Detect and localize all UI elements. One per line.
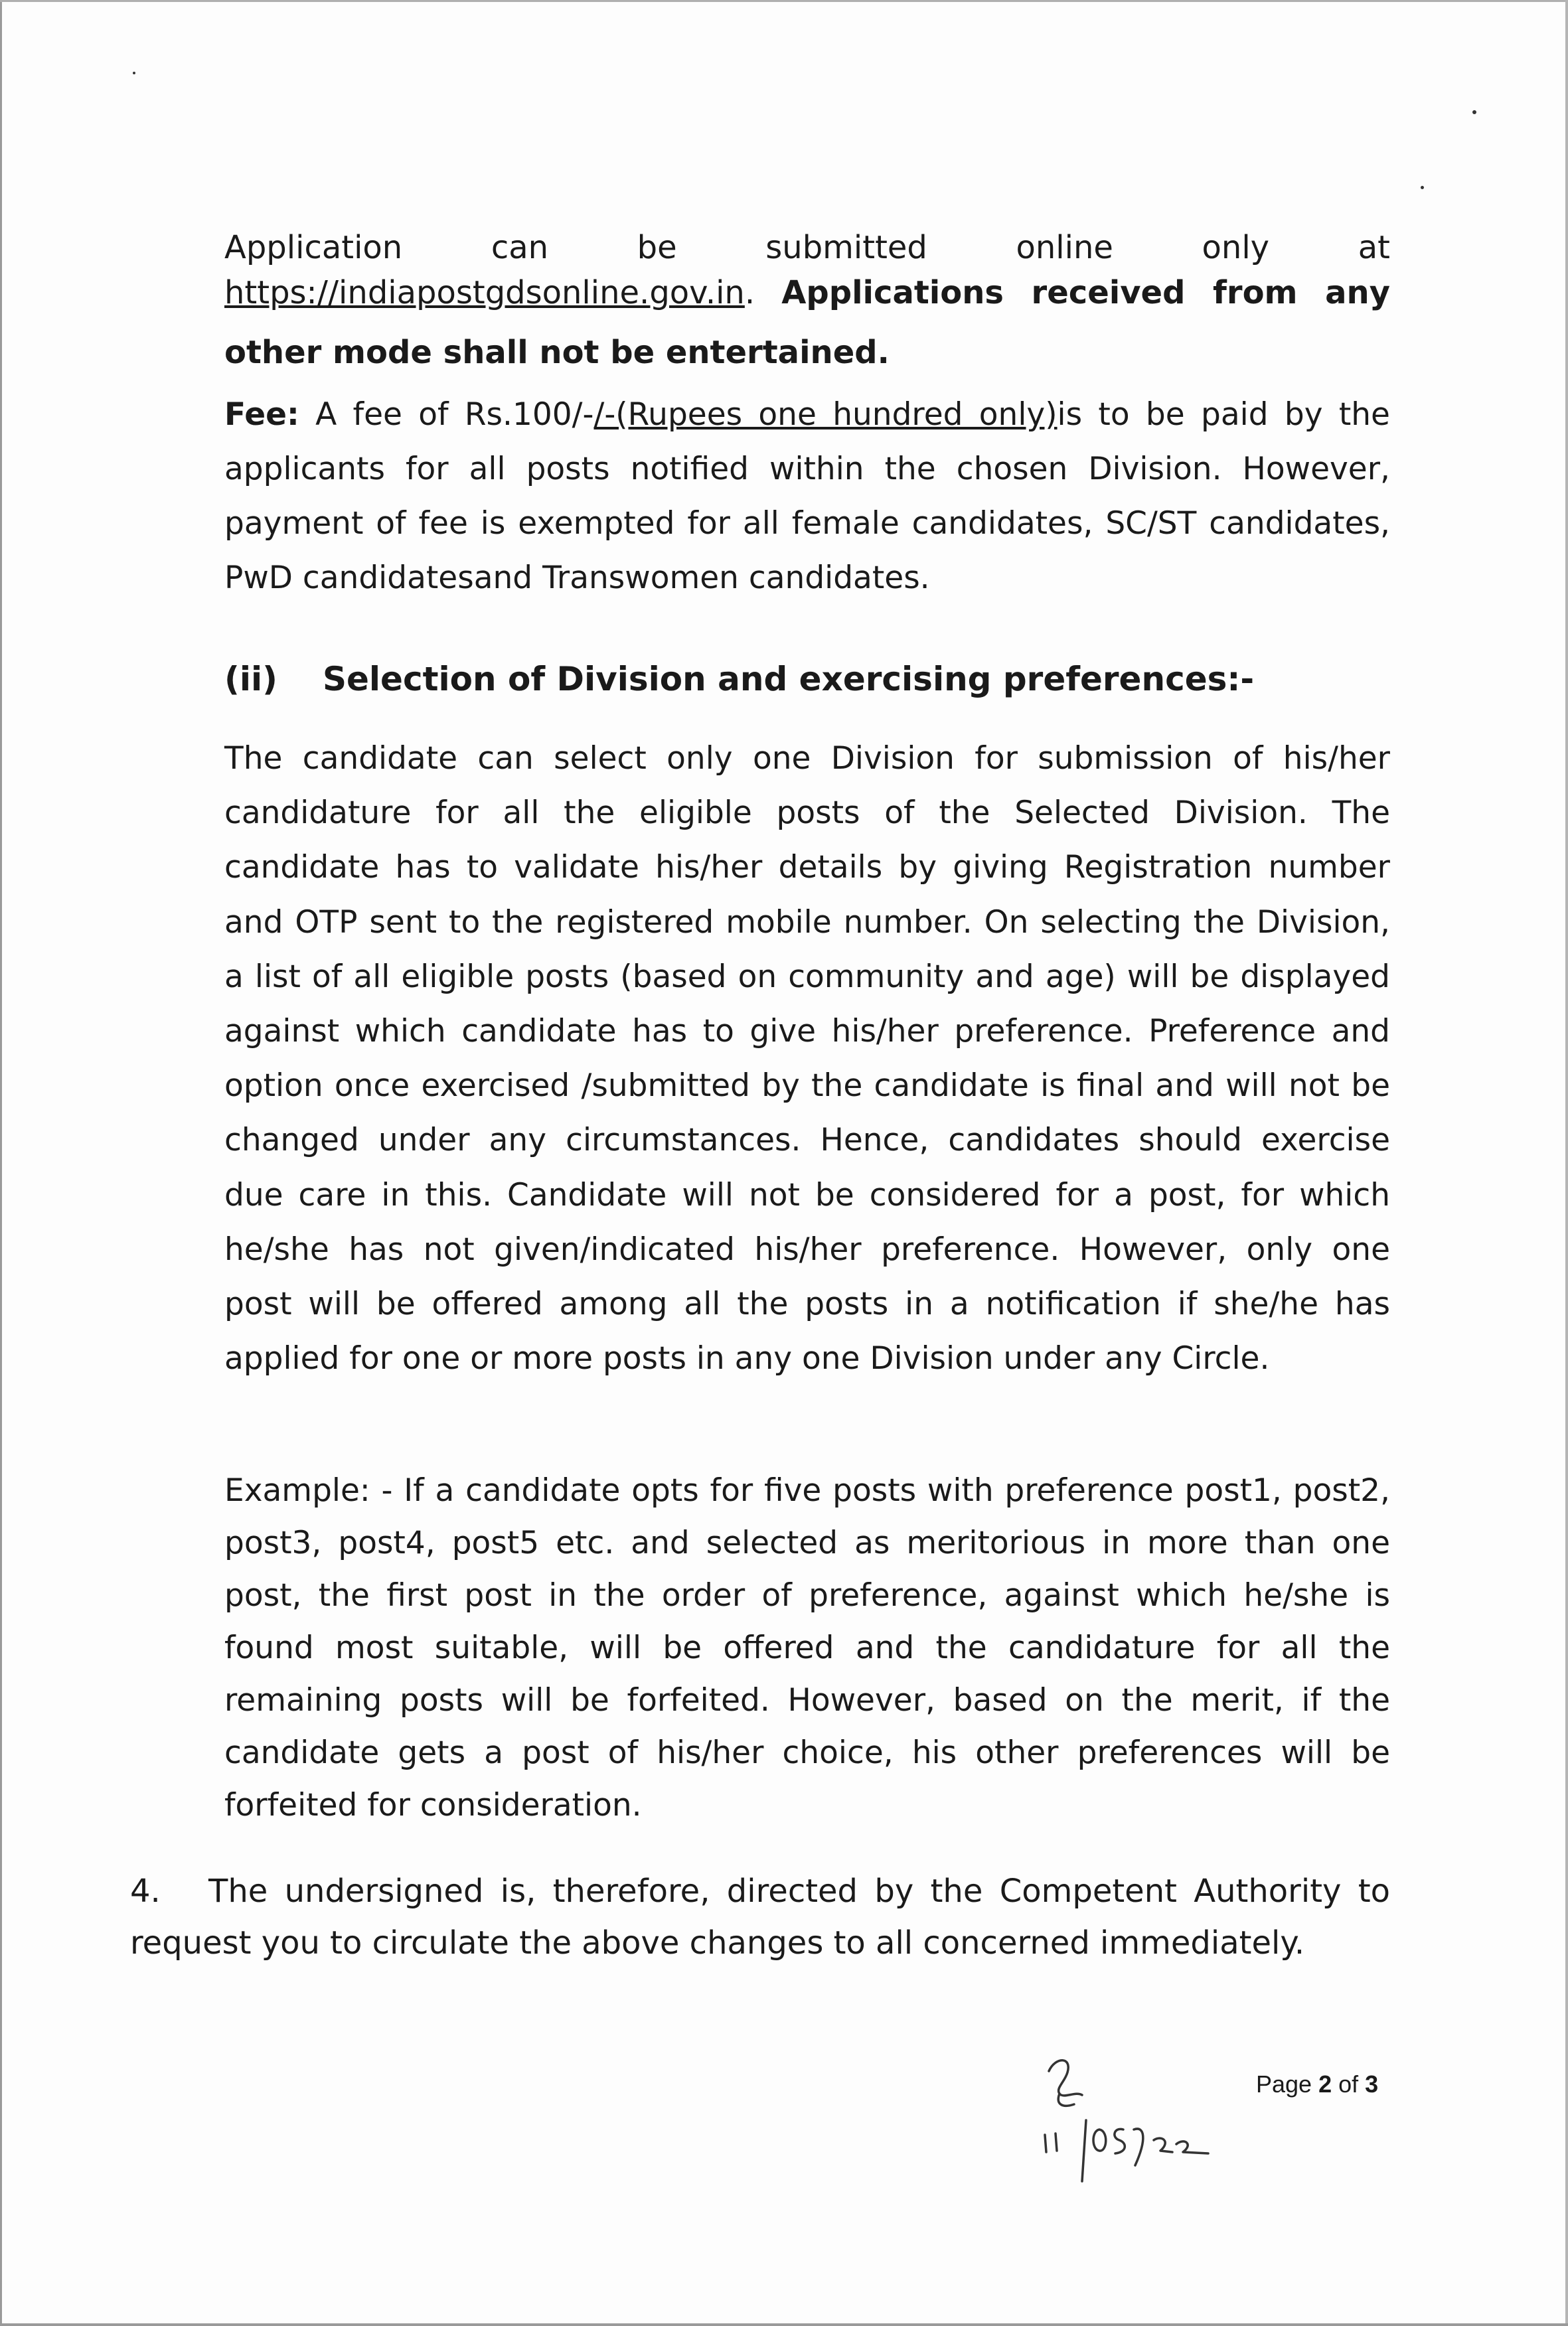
page-total: 3 (1365, 2070, 1379, 2098)
url-suffix: . (744, 274, 755, 311)
intro-word: can (491, 229, 549, 266)
page-of: of (1332, 2070, 1366, 2098)
intro-word: be (637, 229, 677, 266)
intro-word: at (1358, 229, 1390, 266)
handwritten-signature (1036, 2051, 1248, 2184)
scan-speck (1472, 110, 1476, 114)
intro-word: Application (224, 229, 403, 266)
closing-paragraph (130, 1865, 1390, 1969)
division-selection-paragraph: The candidate can select only one Division for submission of his/her candidature for all the eligible posts of the Selected Division. The candidate has to validate his/her details by giving Registration number and OTP sent to the registered mobile number. On selecting the Division, a list of all eligible posts (based on community and age) will be displayed against which candidate has to give his/her preference. Preference and option once exercised /submitted by the candidate is final and will not be changed under any circumstances. Hence, candidates should exercise due care in this. Candidate will not be considered for a post, for which he/she has not given/indicated his/her preference. However, only one post will be offered among all the posts in a notification if she/he has applied for one or more posts in any one Division under any Circle. (224, 740, 1390, 1377)
fee-text-before: A fee of Rs.100/- (315, 396, 594, 433)
application-url-link[interactable]: https://indiapostgdsonline.gov.in (224, 274, 745, 311)
scan-speck (133, 72, 135, 74)
fee-amount-words: /-(Rupees one hundred only) (593, 396, 1058, 433)
section-title: Selection of Division and exercising preferences:- (323, 660, 1255, 698)
example-paragraph: Example: - If a candidate opts for five posts with preference post1, post2, post3, post4, post5 etc. and selected as meritorious in more than one post, the first post in the order of preference, against which he/she is found most suitable, will be offered and the candidature for all the remaining posts will be forfeited. However, based on the merit, if the candidate gets a post of his/her choice, his other preferences will be forfeited for consideration. (224, 1472, 1390, 1823)
scan-edge-left (0, 0, 2, 2326)
fee-label: Fee: (224, 396, 299, 433)
fee-paragraph (224, 388, 1390, 605)
intro-word: only (1202, 229, 1270, 266)
bold-notice-end: other mode shall not be entertained. (224, 334, 890, 371)
scan-edge-top (0, 0, 1568, 2)
section-heading (224, 652, 1254, 706)
scan-edge-bottom (0, 2323, 1568, 2326)
scan-speck (1421, 186, 1424, 189)
bold-notice-start: Applications received from any (781, 274, 1390, 311)
section-number: (ii) (224, 660, 277, 698)
intro-word: submitted (765, 229, 927, 266)
page-number (1256, 2064, 1378, 2104)
intro-url-line (224, 266, 1390, 320)
page-prefix: Page (1256, 2070, 1319, 2098)
closing-text: The undersigned is, therefore, directed by the Competent Authority to request you to circulate the above changes to all concerned immediately. (130, 1873, 1390, 1962)
page-current: 2 (1318, 2070, 1332, 2098)
paragraph-number: 4. (130, 1873, 161, 1910)
fee-text-after: is to be paid by the applicants for all posts notified within the chosen Division. However, payment of fee is exempted for all female candidates, SC/ST candidates, PwD candidatesand Transwomen candidates. (224, 396, 1390, 596)
scan-edge-right (1565, 0, 1568, 2326)
intro-word: online (1016, 229, 1113, 266)
